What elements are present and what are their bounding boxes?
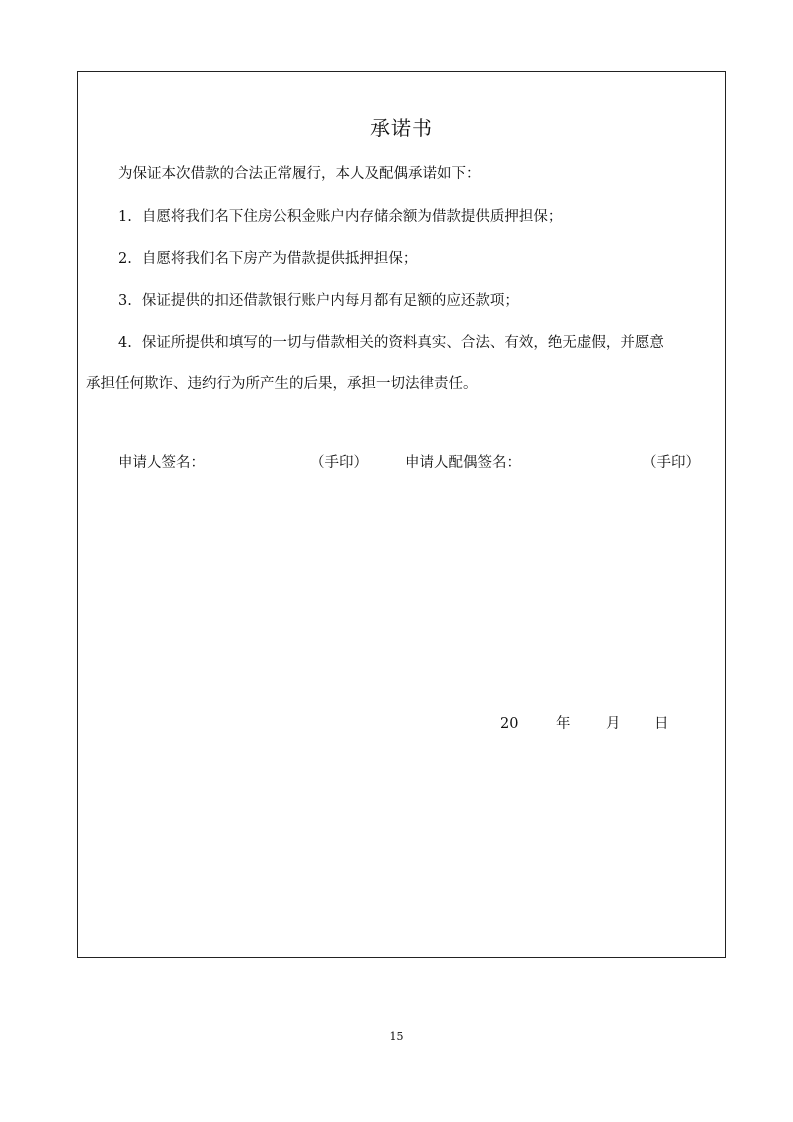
spouse-handprint-label: （手印） bbox=[642, 455, 700, 471]
applicant-signature-label: 申请人签名： bbox=[118, 455, 205, 471]
page-number: 15 bbox=[389, 1030, 404, 1043]
date-day-label: 日 bbox=[654, 716, 669, 732]
applicant-handprint-label: （手印） bbox=[310, 455, 368, 471]
commitment-item-3 bbox=[118, 291, 519, 311]
date-year-prefix: 20 bbox=[500, 716, 519, 732]
item-number: 1. bbox=[118, 209, 132, 225]
date-year-label: 年 bbox=[556, 716, 571, 732]
spouse-signature-label: 申请人配偶签名： bbox=[405, 455, 521, 471]
commitment-item-4-continuation: 承担任何欺诈、违约行为所产生的后果，承担一切法律责任。 bbox=[86, 376, 478, 392]
date-month-label: 月 bbox=[606, 716, 621, 732]
commitment-item-4 bbox=[118, 333, 664, 353]
commitment-item-2 bbox=[118, 249, 417, 269]
item-text: 自愿将我们名下房产为借款提供抵押担保； bbox=[141, 251, 418, 267]
item-text: 保证提供的扣还借款银行账户内每月都有足额的应还款项； bbox=[141, 293, 519, 309]
intro-paragraph: 为保证本次借款的合法正常履行，本人及配偶承诺如下： bbox=[118, 166, 481, 182]
document-title: 承诺书 bbox=[370, 116, 433, 140]
item-text: 自愿将我们名下住房公积金账户内存储余额为借款提供质押担保； bbox=[141, 209, 563, 225]
commitment-item-1 bbox=[118, 207, 562, 227]
commitment-form-frame bbox=[77, 71, 726, 958]
item-number: 2. bbox=[118, 251, 132, 267]
item-number: 3. bbox=[118, 293, 132, 309]
item-text: 保证所提供和填写的一切与借款相关的资料真实、合法、有效，绝无虚假，并愿意 bbox=[141, 335, 664, 351]
item-number: 4. bbox=[118, 335, 132, 351]
